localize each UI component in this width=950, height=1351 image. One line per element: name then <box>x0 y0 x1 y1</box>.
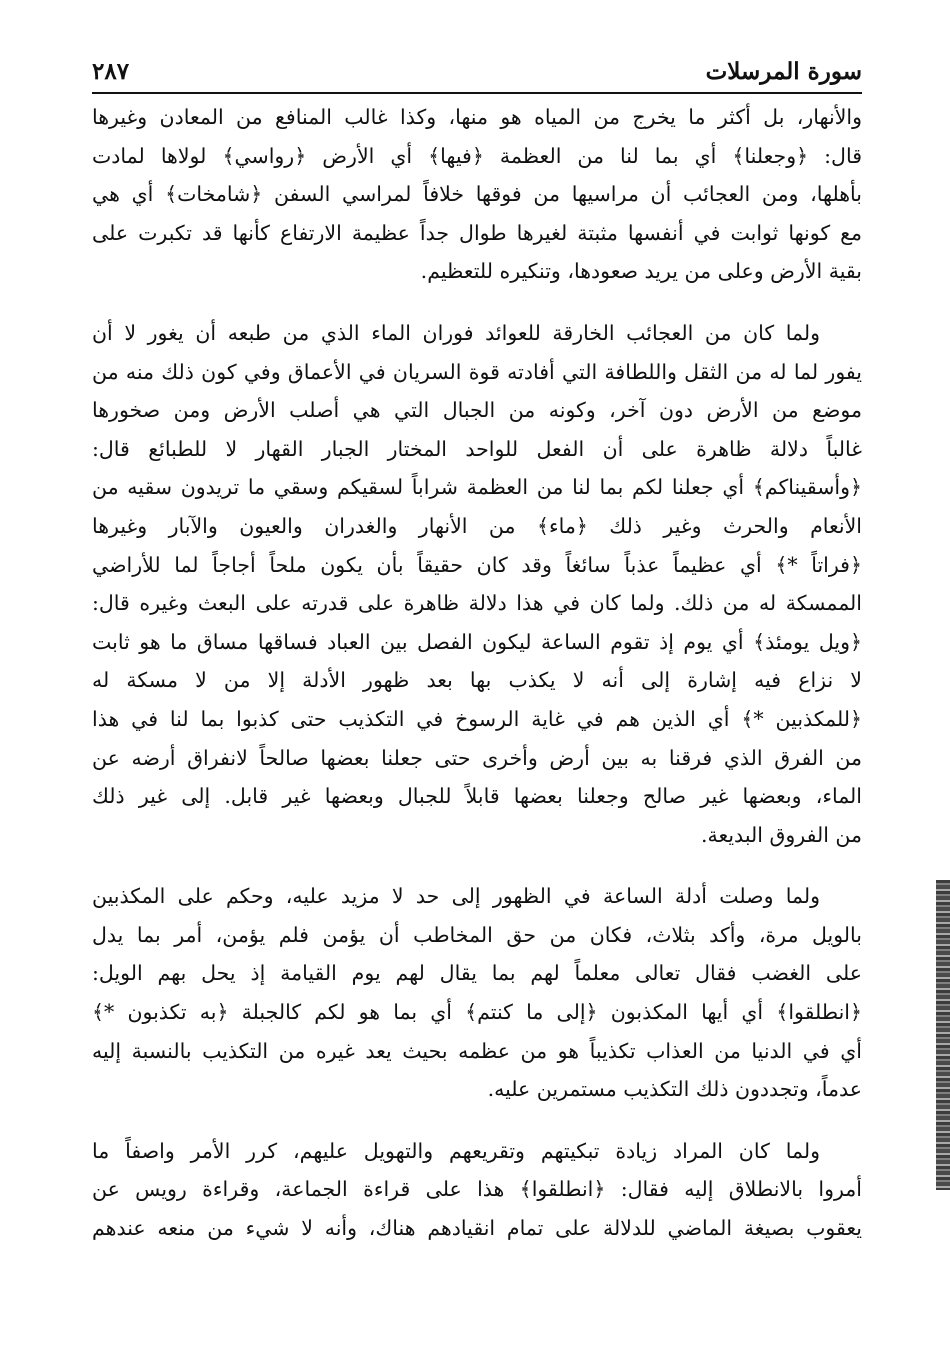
text-line: لا نزاع فيه إشارة إلى أنه لا يكذب بها بعد ظهور الأدلة إلا من لا مسكة له <box>92 668 862 693</box>
page-header <box>92 52 862 92</box>
scan-edge-shadow <box>936 880 950 1190</box>
text-line: ﴿للمكذبين *﴾ أي الذين هم في غاية الرسوخ في التكذيب حتى كذبوا بما لنا في هذا <box>92 706 862 731</box>
running-title: سورة المرسلات <box>705 58 862 85</box>
text-line: ﴿وأسقيناكم﴾ أي جعلنا لكم بما لنا من العظمة شراباً لسقيكم وسقي ما تريدون سقيه من <box>92 475 862 500</box>
text-line: ﴿انطلقوا﴾ أي أيها المكذبون ﴿إلى ما كنتم﴾ أي بما هو لكم كالجبلة ﴿به تكذبون *﴾ <box>92 1000 862 1025</box>
text-line: الأنعام والحرث وغير ذلك ﴿ماء﴾ من الأنهار والغدران والعيون والآبار وغيرها <box>92 513 862 538</box>
text-line: الماء، وبعضها غير صالح وجعلنا بعضها قابلاً للجبال وبعضها غير قابل. إلى غير ذلك <box>92 784 862 809</box>
text-line: ﴿ويل يومئذ﴾ أي يوم إذ تقوم الساعة ليكون الفصل بين العباد فساقها مساق ما هو ثابت <box>92 629 862 654</box>
paragraph-3 <box>92 877 862 1109</box>
text-line: ولما كان المراد زيادة تبكيتهم وتقريعهم والتهويل عليهم، كرر الأمر واصفاً ما <box>92 1138 820 1163</box>
text-line: من الفروق البديعة. <box>700 822 862 847</box>
text-line: غالباً دلالة ظاهرة على أن الفعل للواحد المختار الجبار القهار لا للطبائع قال: <box>92 436 862 461</box>
text-line: عدماً، وتجددون ذلك التكذيب مستمرين عليه. <box>487 1077 862 1102</box>
text-line: والأنهار، بل أكثر ما يخرج من المياه هو منها، وكذا غالب المنافع من المعادن وغيرها <box>92 105 862 129</box>
text-line: من الفرق الذي فرقنا به بين أرض وأخرى حتى جعلنا بعضها صالحاً لانفراق أرضه عن <box>92 745 862 770</box>
text-line: على الغضب فقال تعالى معلماً لهم بما يقال لهم يوم القيامة إذ يحل بهم الويل: <box>92 961 862 986</box>
paragraph-1 <box>92 98 862 291</box>
paragraph-2 <box>92 314 862 854</box>
text-line: ولما كان من العجائب الخارقة للعوائد فوران الماء الذي من طبعه أن يغور لا أن <box>92 320 820 345</box>
text-line: يفور لما له من الثقل واللطافة التي أفادته قوة السريان في الأعماق وفي كون ذلك منه من <box>92 359 862 384</box>
text-line: ﴿فراتاً *﴾ أي عظيماً عذباً سائغاً وقد كان حقيقاً بأن يكون ملحاً أجاجاً لما للأراضي <box>92 552 862 577</box>
text-line: بأهلها، ومن العجائب أن مراسيها من فوقها خلافاً لمراسي السفن ﴿شامخات﴾ أي هي <box>92 182 862 207</box>
text-line: قال: ﴿وجعلنا﴾ أي بما لنا من العظمة ﴿فيها﴾ أي الأرض ﴿رواسي﴾ لولاها لمادت <box>92 143 862 168</box>
header-rule <box>92 92 862 94</box>
text-line: بالويل مرة، وأكد بثلاث، فكان من حق المخاطب أن يؤمن فلم يؤمن، أمر بما يدل <box>92 922 862 947</box>
text-line: ولما وصلت أدلة الساعة في الظهور إلى حد لا مزيد عليه، وحكم على المكذبين <box>92 884 820 909</box>
text-line: الممسكة له من ذلك. ولما كان في هذا دلالة ظاهرة على قدرته على البعث وغيره قال: <box>92 591 862 616</box>
paragraph-4 <box>92 1132 862 1248</box>
page-number: ٢٨٧ <box>92 58 130 85</box>
text-line: مع كونها ثوابت في أنفسها مثبتة لغيرها طوال جداً عظيمة الارتفاع كأنها قد تكبرت على <box>92 220 862 245</box>
text-line: موضع من الأرض دون آخر، وكونه من الجبال التي هي أصلب الأرض ومن صخورها <box>92 398 862 423</box>
body-text <box>92 98 862 1271</box>
text-line: أي في الدنيا من العذاب تكذيباً هو من عظمه بحيث يعد غيره من التكذيب بالنسبة إليه <box>92 1038 862 1063</box>
text-line: بقية الأرض وعلى من يريد صعودها، وتنكيره للتعظيم. <box>420 259 862 284</box>
text-line: أمروا بالانطلاق إليه فقال: ﴿انطلقوا﴾ هذا على قراءة الجماعة، وقراءة رويس عن <box>92 1177 862 1202</box>
text-line: يعقوب بصيغة الماضي للدلالة على تمام انقيادهم هناك، وأنه لا شيء من منعه عندهم <box>92 1216 862 1241</box>
